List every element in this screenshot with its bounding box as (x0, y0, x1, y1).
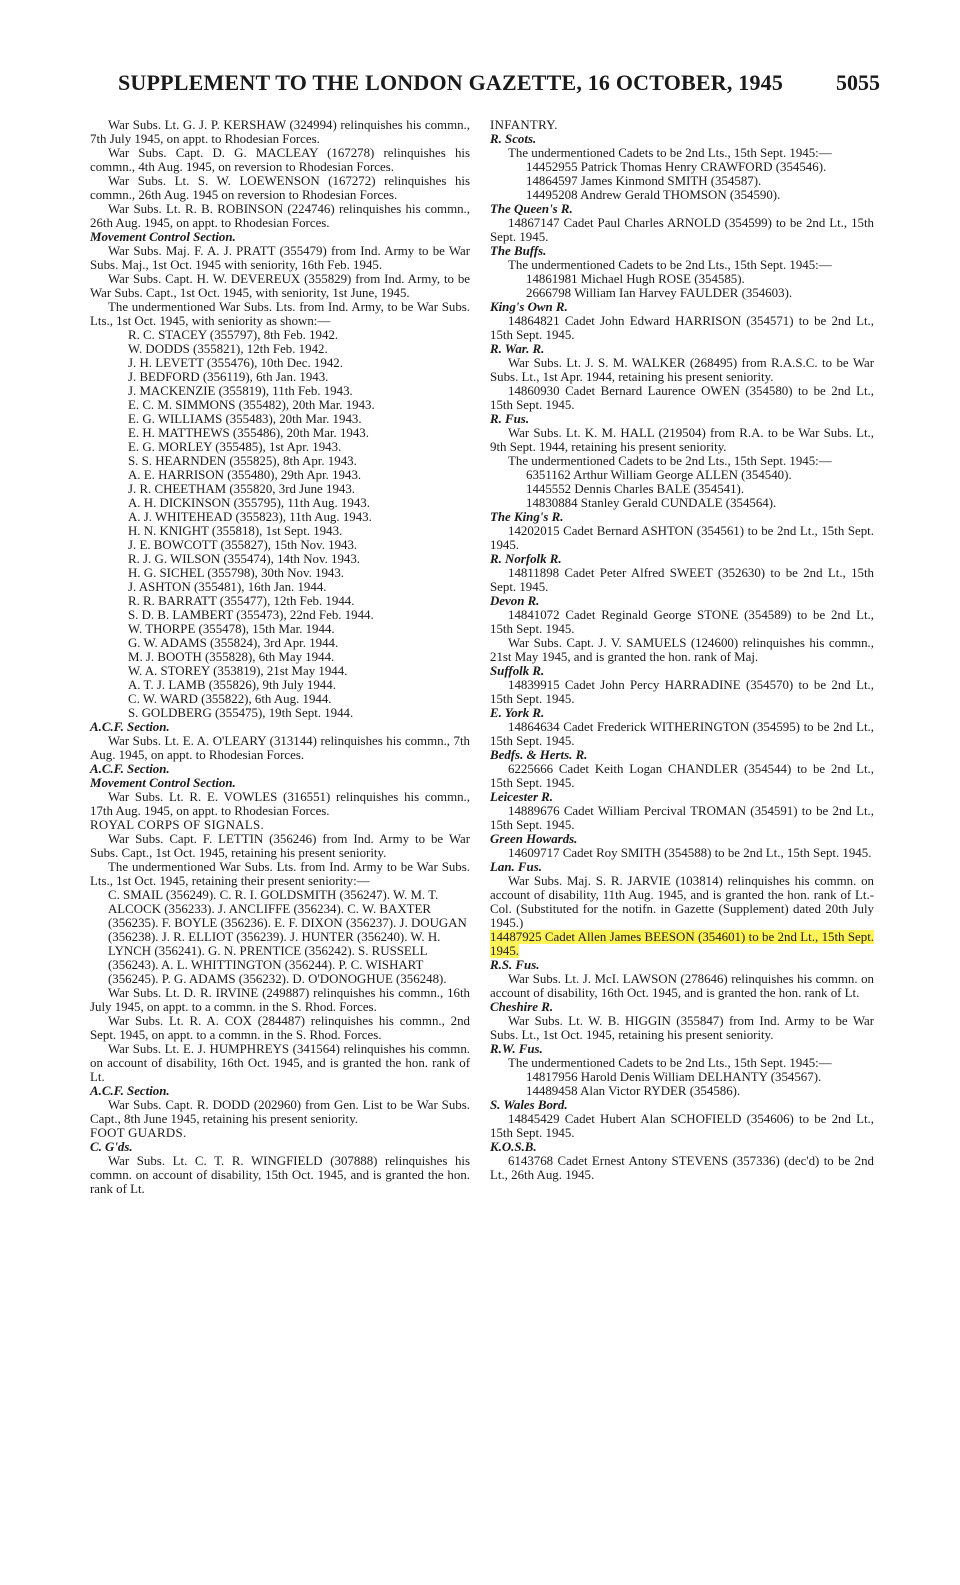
section-heading: R. War. R. (490, 342, 545, 356)
paragraph: 14839915 Cadet John Percy HARRADINE (354570) to be 2nd Lt., 15th Sept. 1945. (490, 678, 874, 706)
list-entry: E. H. MATTHEWS (355486), 20th Mar. 1943. (128, 426, 369, 440)
list-entry: 1445552 Dennis Charles BALE (354541). (526, 482, 745, 496)
list-entry: 14864597 James Kinmond SMITH (354587). (526, 174, 762, 188)
list-entry: J. ASHTON (355481), 16th Jan. 1944. (128, 580, 327, 594)
paragraph: War Subs. Lt. R. A. COX (284487) relinquishes his commn., 2nd Sept. 1945, on appt. to a commn. in the S. Rhod. Forces. (90, 1014, 470, 1042)
list-entry: R. J. G. WILSON (355474), 14th Nov. 1943. (128, 552, 361, 566)
paragraph: War Subs. Capt. J. V. SAMUELS (124600) relinquishes his commn., 21st May 1945, and is granted the hon. rank of Maj. (490, 636, 874, 664)
list-entry: M. J. BOOTH (355828), 6th May 1944. (128, 650, 335, 664)
list-entry: H. G. SICHEL (355798), 30th Nov. 1943. (128, 566, 345, 580)
list-entry: W. DODDS (355821), 12th Feb. 1942. (128, 342, 328, 356)
list-entry: R. R. BARRATT (355477), 12th Feb. 1944. (128, 594, 355, 608)
paragraph: War Subs. Lt. R. B. ROBINSON (224746) relinquishes his commn., 26th Aug. 1945, on appt. to Rhodesian Forces. (90, 202, 470, 230)
paragraph: The undermentioned War Subs. Lts. from Ind. Army to be War Subs. Lts., 1st Oct. 1945, retaining their present seniority:— (90, 860, 470, 888)
list-entry: 14495208 Andrew Gerald THOMSON (354590). (526, 188, 781, 202)
corps-heading: FOOT GUARDS. (90, 1126, 187, 1140)
paragraph: 14202015 Cadet Bernard ASHTON (354561) to be 2nd Lt., 15th Sept. 1945. (490, 524, 874, 552)
name-list: C. SMAIL (356249). C. R. I. GOLDSMITH (356247). W. M. T. ALCOCK (356233). J. ANCLIFFE (356234). C. W. BAXTER (356235). F. BOYLE (356236). E. F. DIXON (356237). J. DOUGAN (356238). J. R. ELLIOT (356239). J. HUNTER (356240). W. H. LYNCH (356241). G. N. PRENTICE (356242). S. RUSSELL (356243). A. L. WHITTINGTON (356244). P. C. WISHART (356245). P. G. ADAMS (356232). D. O'DONOGHUE (356248). (108, 888, 467, 986)
list-entry: A. H. DICKINSON (355795), 11th Aug. 1943. (128, 496, 370, 510)
paragraph: The undermentioned Cadets to be 2nd Lts., 15th Sept. 1945:— (508, 1056, 832, 1070)
paragraph: 14889676 Cadet William Percival TROMAN (354591) to be 2nd Lt., 15th Sept. 1945. (490, 804, 874, 832)
paragraph: War Subs. Lt. J. S. M. WALKER (268495) from R.A.S.C. to be War Subs. Lt., 1st Apr. 1944, retaining his present seniority. (490, 356, 874, 384)
list-entry: A. E. HARRISON (355480), 29th Apr. 1943. (128, 468, 362, 482)
list-entry: 6351162 Arthur William George ALLEN (354540). (526, 468, 792, 482)
section-heading: A.C.F. Section. (90, 1084, 170, 1098)
list-entry: H. N. KNIGHT (355818), 1st Sept. 1943. (128, 524, 343, 538)
paragraph: 14811898 Cadet Peter Alfred SWEET (352630) to be 2nd Lt., 15th Sept. 1945. (490, 566, 874, 594)
corps-heading: ROYAL CORPS OF SIGNALS. (90, 818, 265, 832)
section-heading: Movement Control Section. (90, 776, 236, 790)
page-header (0, 70, 960, 110)
paragraph: War Subs. Maj. S. R. JARVIE (103814) relinquishes his commn. on account of disability, 11th Aug. 1945, and is granted the hon. rank of Lt.-Col. (Substituted for the notifn. in Gazette (Supplement) dated 20th July 1945.) (490, 874, 874, 930)
highlighted-entry (490, 930, 874, 958)
list-entry: W. A. STOREY (353819), 21st May 1944. (128, 664, 348, 678)
list-entry: J. MACKENZIE (355819), 11th Feb. 1943. (128, 384, 353, 398)
list-entry: E. C. M. SIMMONS (355482), 20th Mar. 1943. (128, 398, 375, 412)
paragraph: The undermentioned Cadets to be 2nd Lts., 15th Sept. 1945:— (508, 146, 832, 160)
list-entry: A. T. J. LAMB (355826), 9th July 1944. (128, 678, 336, 692)
section-heading: Movement Control Section. (90, 230, 236, 244)
paragraph: War Subs. Lt. K. M. HALL (219504) from R.A. to be War Subs. Lt., 9th Sept. 1944, retaining his present seniority. (490, 426, 874, 454)
paragraph: War Subs. Capt. H. W. DEVEREUX (355829) from Ind. Army, to be War Subs. Capt., 1st Oct. 1945, with seniority, 1st June, 1945. (90, 272, 470, 300)
paragraph: 14867147 Cadet Paul Charles ARNOLD (354599) to be 2nd Lt., 15th Sept. 1945. (490, 216, 874, 244)
list-entry: J. H. LEVETT (355476), 10th Dec. 1942. (128, 356, 343, 370)
paragraph: 14864634 Cadet Frederick WITHERINGTON (354595) to be 2nd Lt., 15th Sept. 1945. (490, 720, 874, 748)
paragraph: 6143768 Cadet Ernest Antony STEVENS (357336) (dec'd) to be 2nd Lt., 26th Aug. 1945. (490, 1154, 874, 1182)
list-entry: E. G. MORLEY (355485), 1st Apr. 1943. (128, 440, 342, 454)
left-column (90, 118, 470, 1196)
list-entry: 14452955 Patrick Thomas Henry CRAWFORD (354546). (526, 160, 827, 174)
list-entry: 14817956 Harold Denis William DELHANTY (354567). (526, 1070, 822, 1084)
list-entry: 14489458 Alan Victor RYDER (354586). (526, 1084, 741, 1098)
section-heading: R.S. Fus. (490, 958, 540, 972)
list-entry: 14861981 Michael Hugh ROSE (354585). (526, 272, 745, 286)
list-entry: 2666798 William Ian Harvey FAULDER (354603). (526, 286, 793, 300)
paragraph: War Subs. Lt. G. J. P. KERSHAW (324994) relinquishes his commn., 7th July 1945, on appt. to Rhodesian Forces. (90, 118, 470, 146)
paragraph: The undermentioned Cadets to be 2nd Lts., 15th Sept. 1945:— (508, 258, 832, 272)
section-heading: R. Norfolk R. (490, 552, 562, 566)
section-heading: R.W. Fus. (490, 1042, 543, 1056)
list-entry: J. R. CHEETHAM (355820, 3rd June 1943. (128, 482, 356, 496)
paragraph: War Subs. Lt. J. McI. LAWSON (278646) relinquishes his commn. on account of disability, 16th Oct. 1945, and is granted the hon. rank of Lt. (490, 972, 874, 1000)
paragraph: War Subs. Capt. D. G. MACLEAY (167278) relinquishes his commn., 4th Aug. 1945, on reversion to Rhodesian Forces. (90, 146, 470, 174)
right-column (490, 118, 874, 1182)
paragraph: War Subs. Lt. E. A. O'LEARY (313144) relinquishes his commn., 7th Aug. 1945, on appt. to Rhodesian Forces. (90, 734, 470, 762)
section-heading: S. Wales Bord. (490, 1098, 568, 1112)
paragraph: War Subs. Capt. R. DODD (202960) from Gen. List to be War Subs. Capt., 8th June 1945, retaining his present seniority. (90, 1098, 470, 1126)
section-heading: Cheshire R. (490, 1000, 554, 1014)
section-heading: R. Scots. (490, 132, 537, 146)
section-heading: Lan. Fus. (490, 860, 542, 874)
paragraph: The undermentioned Cadets to be 2nd Lts., 15th Sept. 1945:— (508, 454, 832, 468)
gazette-title: SUPPLEMENT TO THE LONDON GAZETTE, 16 OCTOBER, 1945 (118, 70, 784, 95)
paragraph: War Subs. Capt. F. LETTIN (356246) from Ind. Army to be War Subs. Capt., 1st Oct. 1945, retaining his present seniority. (90, 832, 470, 860)
list-entry: S. S. HEARNDEN (355825), 8th Apr. 1943. (128, 454, 357, 468)
list-entry: S. GOLDBERG (355475), 19th Sept. 1944. (128, 706, 354, 720)
paragraph: War Subs. Lt. R. E. VOWLES (316551) relinquishes his commn., 17th Aug. 1945, on appt. to Rhodesian Forces. (90, 790, 470, 818)
paragraph: 14845429 Cadet Hubert Alan SCHOFIELD (354606) to be 2nd Lt., 15th Sept. 1945. (490, 1112, 874, 1140)
section-heading: The Buffs. (490, 244, 547, 258)
section-heading: The Queen's R. (490, 202, 573, 216)
paragraph: War Subs. Lt. D. R. IRVINE (249887) relinquishes his commn., 16th July 1945, on appt. to a commn. in the S. Rhod. Forces. (90, 986, 470, 1014)
list-entry: S. D. B. LAMBERT (355473), 22nd Feb. 1944. (128, 608, 374, 622)
section-heading: King's Own R. (490, 300, 568, 314)
section-heading: A.C.F. Section. (90, 720, 170, 734)
section-heading: C. G'ds. (90, 1140, 133, 1154)
list-entry: G. W. ADAMS (355824), 3rd Apr. 1944. (128, 636, 339, 650)
list-entry: E. G. WILLIAMS (355483), 20th Mar. 1943. (128, 412, 362, 426)
section-heading: Leicester R. (490, 790, 553, 804)
section-heading: Bedfs. & Herts. R. (490, 748, 588, 762)
section-heading: A.C.F. Section. (90, 762, 170, 776)
list-entry: A. J. WHITEHEAD (355823), 11th Aug. 1943. (128, 510, 372, 524)
section-heading: The King's R. (490, 510, 564, 524)
paragraph: War Subs. Lt. C. T. R. WINGFIELD (307888) relinquishes his commn. on account of disability, 15th Oct. 1945, and is granted the hon. rank of Lt. (90, 1154, 470, 1196)
paragraph: War Subs. Lt. E. J. HUMPHREYS (341564) relinquishes his commn. on account of disability, 16th Oct. 1945, and is granted the hon. rank of Lt. (90, 1042, 470, 1084)
section-heading: Green Howards. (490, 832, 578, 846)
paragraph: 14841072 Cadet Reginald George STONE (354589) to be 2nd Lt., 15th Sept. 1945. (490, 608, 874, 636)
paragraph: 6225666 Cadet Keith Logan CHANDLER (354544) to be 2nd Lt., 15th Sept. 1945. (490, 762, 874, 790)
paragraph: The undermentioned War Subs. Lts. from Ind. Army, to be War Subs. Lts., 1st Oct. 1945, with seniority as shown:— (90, 300, 470, 328)
page-number: 5055 (836, 70, 880, 95)
paragraph: 14609717 Cadet Roy SMITH (354588) to be 2nd Lt., 15th Sept. 1945. (508, 846, 872, 860)
list-entry: C. W. WARD (355822), 6th Aug. 1944. (128, 692, 332, 706)
paragraph: War Subs. Maj. F. A. J. PRATT (355479) from Ind. Army to be War Subs. Maj., 1st Oct. 1945 with seniority, 16th Feb. 1945. (90, 244, 470, 272)
section-heading: Devon R. (490, 594, 540, 608)
corps-heading: INFANTRY. (490, 118, 558, 132)
list-entry: W. THORPE (355478), 15th Mar. 1944. (128, 622, 335, 636)
list-entry: J. BEDFORD (356119), 6th Jan. 1943. (128, 370, 329, 384)
list-entry: R. C. STACEY (355797), 8th Feb. 1942. (128, 328, 339, 342)
list-entry: J. E. BOWCOTT (355827), 15th Nov. 1943. (128, 538, 358, 552)
paragraph: War Subs. Lt. S. W. LOEWENSON (167272) relinquishes his commn., 26th Aug. 1945 on reversion to Rhodesian Forces. (90, 174, 470, 202)
paragraph: 14864821 Cadet John Edward HARRISON (354571) to be 2nd Lt., 15th Sept. 1945. (490, 314, 874, 342)
list-entry: 14830884 Stanley Gerald CUNDALE (354564). (526, 496, 777, 510)
section-heading: R. Fus. (490, 412, 530, 426)
section-heading: E. York R. (490, 706, 545, 720)
paragraph: 14860930 Cadet Bernard Laurence OWEN (354580) to be 2nd Lt., 15th Sept. 1945. (490, 384, 874, 412)
section-heading: K.O.S.B. (490, 1140, 537, 1154)
paragraph: War Subs. Lt. W. B. HIGGIN (355847) from Ind. Army to be War Subs. Lt., 1st Oct. 1945, retaining his present seniority. (490, 1014, 874, 1042)
section-heading: Suffolk R. (490, 664, 545, 678)
highlight-mark: 14487925 Cadet Allen James BEESON (354601) to be 2nd Lt., 15th Sept. 1945. (490, 930, 874, 958)
